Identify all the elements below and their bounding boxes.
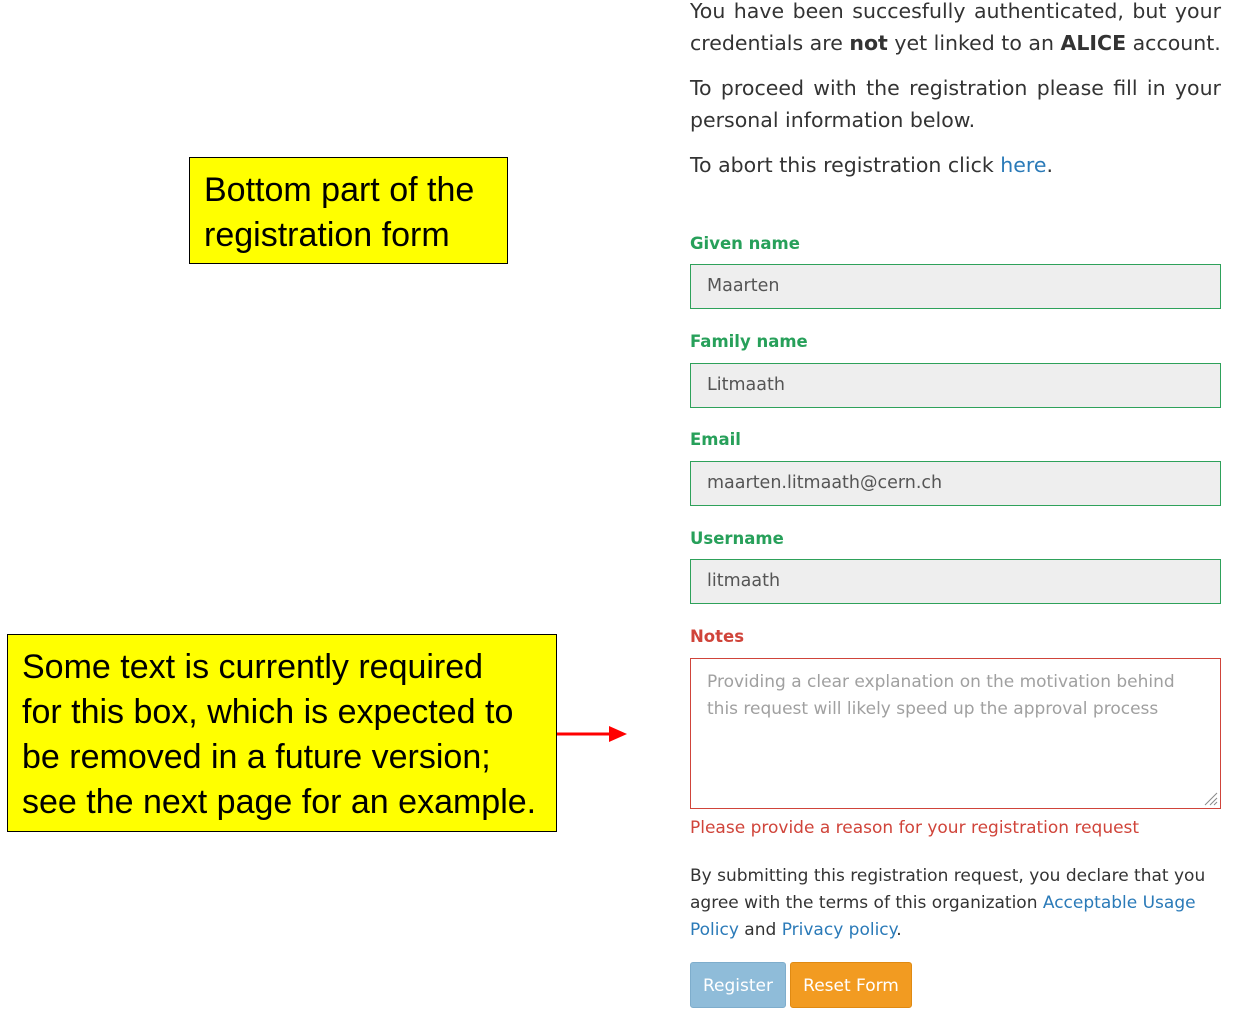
given-name-input[interactable]: Maarten: [690, 264, 1221, 309]
callout-line: Some text is currently required: [22, 648, 484, 686]
callout-line: registration form: [204, 216, 450, 254]
notes-label: Notes: [690, 627, 745, 646]
username-input[interactable]: litmaath: [690, 559, 1221, 604]
callout-line: Bottom part of the: [204, 171, 475, 209]
privacy-policy-link[interactable]: Privacy policy: [781, 920, 897, 940]
resize-grip-icon[interactable]: [1202, 790, 1218, 806]
notes-error-message: Please provide a reason for your registration request: [690, 818, 1140, 838]
email-label: Email: [690, 430, 741, 449]
notes-textarea[interactable]: [690, 658, 1221, 809]
family-name-label: Family name: [690, 332, 808, 351]
annotation-callout-top: [189, 157, 508, 264]
callout-line: see the next page for an example.: [22, 783, 537, 821]
abort-link[interactable]: here: [1000, 153, 1047, 177]
aup-link[interactable]: Acceptable Usage Policy: [690, 893, 1196, 940]
notes-placeholder: Providing a clear explanation on the motivation behind this request will likely speed up the approval process: [707, 672, 1175, 719]
register-button[interactable]: Register: [690, 962, 786, 1008]
declaration-text: By submitting this registration request, you declare that you agree with the terms of this organization Acceptable Usage Policy and Privacy policy.: [690, 866, 1206, 940]
auth-message: You have been succesfully authenticated, but your credentials are not yet linked to an ALICE account.: [690, 0, 1221, 55]
proceed-message: To proceed with the registration please fill in your personal information below.: [690, 76, 1221, 132]
annotation-arrow-icon: [557, 722, 629, 746]
username-label: Username: [690, 529, 784, 548]
callout-line: for this box, which is expected to: [22, 693, 514, 731]
family-name-input[interactable]: Litmaath: [690, 363, 1221, 408]
abort-message: To abort this registration click here.: [690, 153, 1053, 177]
email-input[interactable]: maarten.litmaath@cern.ch: [690, 461, 1221, 506]
annotation-callout-bottom: [7, 634, 557, 832]
given-name-label: Given name: [690, 234, 800, 253]
callout-line: be removed in a future version;: [22, 738, 491, 776]
reset-form-button[interactable]: Reset Form: [790, 962, 912, 1008]
